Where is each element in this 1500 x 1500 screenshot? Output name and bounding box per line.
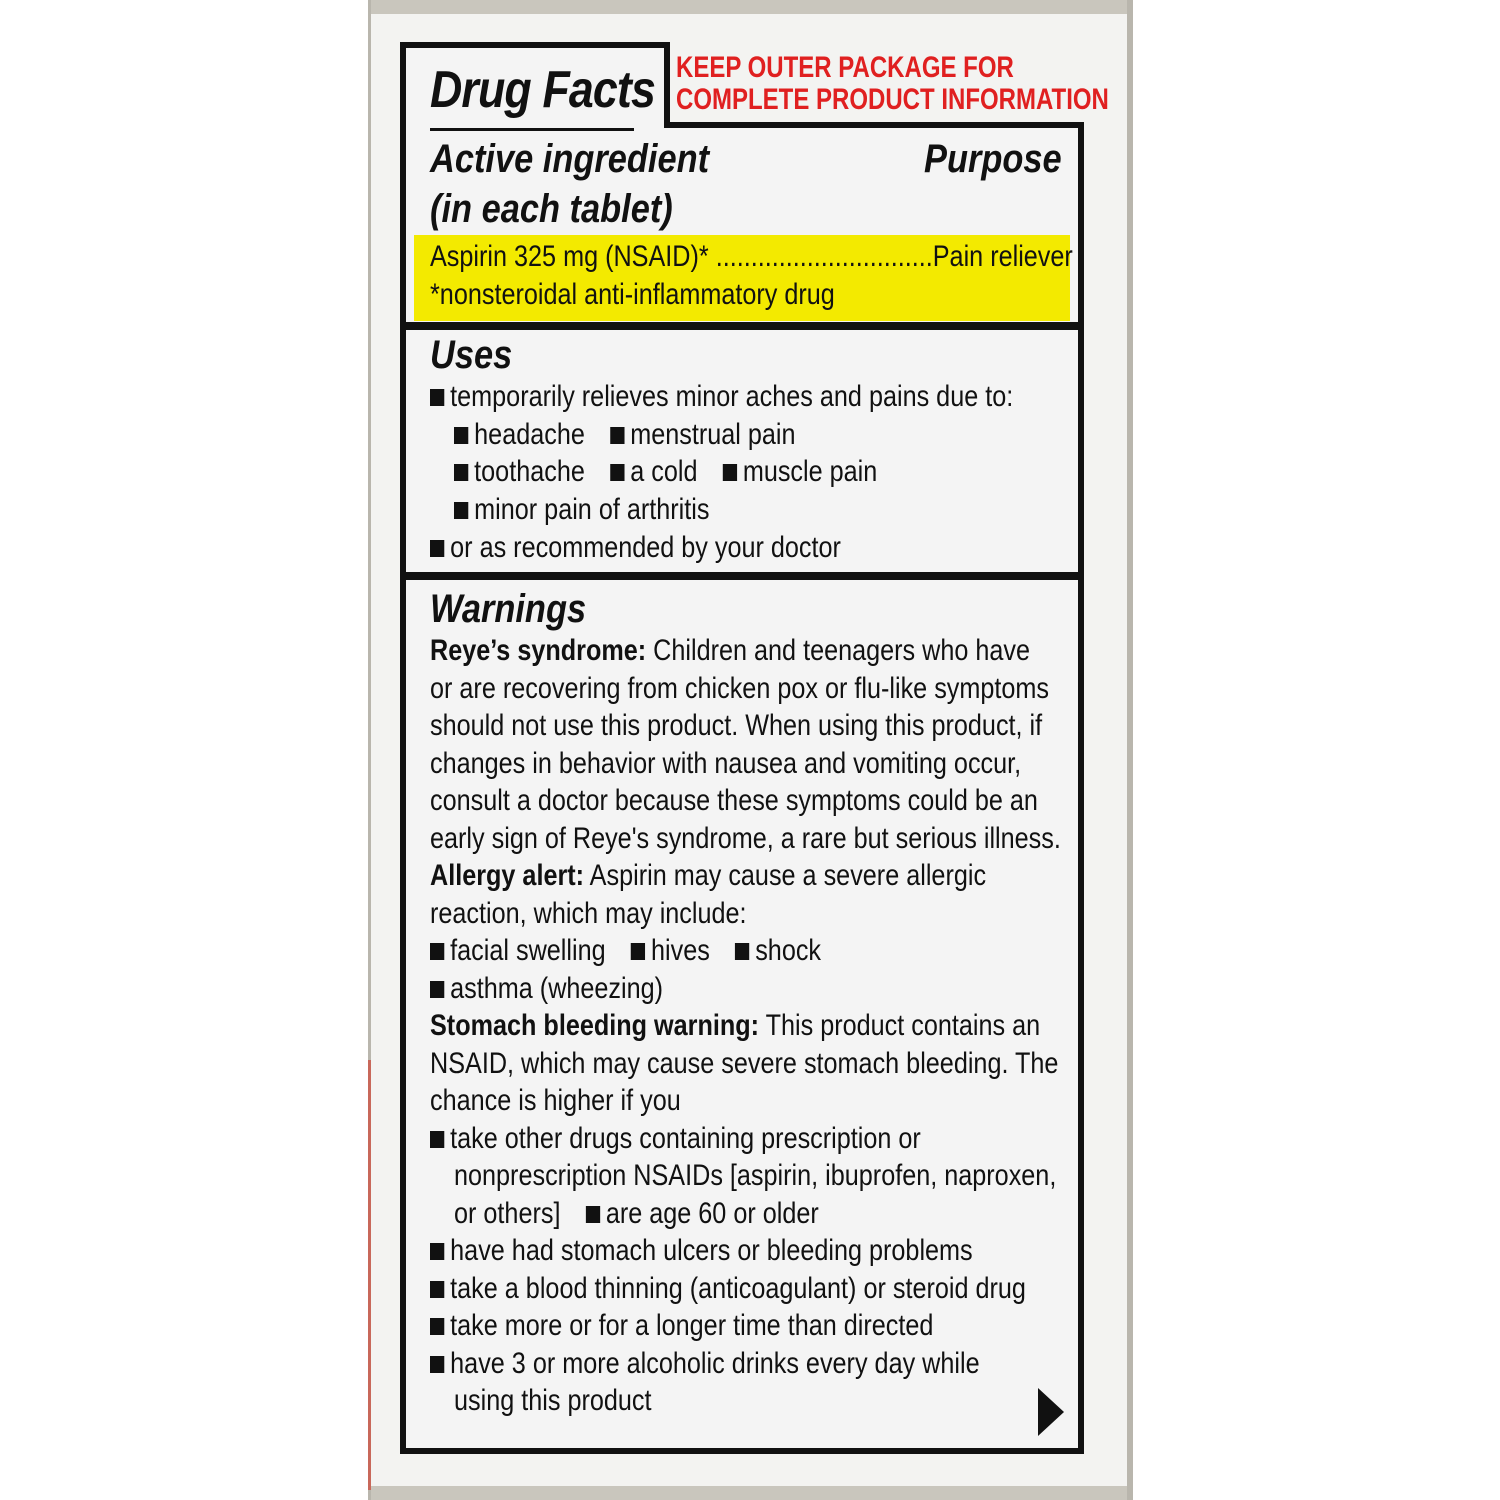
continue-arrow-icon — [1038, 1388, 1064, 1436]
drug-facts-title: Drug Facts — [430, 61, 655, 119]
ingredient-row — [430, 238, 1073, 276]
stomach-line: chance is higher if you — [430, 1084, 681, 1117]
purpose-heading: Purpose — [924, 137, 1062, 181]
bullet-square-icon — [735, 943, 749, 960]
list-item: take a blood thinning (anticoagulant) or steroid drug — [430, 1270, 1026, 1308]
reye-line: or are recovering from chicken pox or flu-like symptoms — [430, 672, 1050, 705]
active-ingredient-heading: Active ingredient (in each tablet) — [430, 137, 710, 231]
reye-line: consult a doctor because these symptoms could be an — [430, 784, 1038, 817]
stomach-label: Stomach bleeding warning: — [430, 1009, 760, 1042]
stomach-line: Stomach bleeding warning: This product contains an — [430, 1009, 1041, 1042]
drug-facts-panel — [400, 42, 1109, 1454]
carton-top-edge — [371, 0, 1127, 14]
stomach-line: NSAID, which may cause severe stomach bleeding. The — [430, 1047, 1059, 1080]
carton-bottom-edge — [371, 1486, 1127, 1500]
list-item: have 3 or more alcoholic drinks every day while — [430, 1345, 980, 1383]
bullet-square-icon — [454, 464, 468, 481]
list-item: minor pain of arthritis — [454, 491, 709, 529]
list-item: temporarily relieves minor aches and pains due to: — [430, 378, 1013, 416]
allergy-label: Allergy alert: — [430, 859, 585, 892]
ingredient-name: Aspirin 325 mg (NSAID)* — [430, 240, 709, 273]
bullet-square-icon — [610, 427, 624, 444]
leader-dots: ............................... — [715, 240, 933, 273]
section-divider — [406, 322, 1078, 330]
list-item: headache menstrual pain — [454, 416, 796, 454]
reye-line: Reye’s syndrome: Children and teenagers who have — [430, 634, 1031, 667]
uses-heading: Uses — [430, 333, 513, 377]
allergy-line: reaction, which may include: — [430, 897, 747, 930]
warnings-heading: Warnings — [430, 587, 587, 631]
bullet-square-icon — [430, 981, 444, 998]
carton-red-strip — [368, 1060, 371, 1490]
list-item: facial swelling hives shock — [430, 932, 821, 970]
bullet-square-icon — [723, 464, 737, 481]
section-divider — [406, 572, 1078, 580]
list-item: have had stomach ulcers or bleeding problems — [430, 1232, 973, 1270]
list-item-continued: or others] are age 60 or older — [454, 1197, 819, 1230]
ingredient-purpose: Pain reliever — [932, 240, 1073, 273]
list-item-continued: nonprescription NSAIDs [aspirin, ibuprofen, naproxen, — [454, 1159, 1057, 1192]
reye-label: Reye’s syndrome: — [430, 634, 647, 667]
list-item: asthma (wheezing) — [430, 970, 663, 1008]
bullet-square-icon — [586, 1206, 600, 1223]
keep-package-notice: KEEP OUTER PACKAGE FOR COMPLETE PRODUCT INFORMATION — [676, 51, 1109, 116]
list-item: take other drugs containing prescription or — [430, 1120, 921, 1158]
bullet-square-icon — [430, 1318, 444, 1335]
ingredient-footnote: *nonsteroidal anti-inflammatory drug — [430, 278, 835, 311]
bullet-square-icon — [454, 427, 468, 444]
bullet-square-icon — [430, 389, 444, 406]
bullet-square-icon — [454, 502, 468, 519]
bullet-square-icon — [430, 943, 444, 960]
bullet-square-icon — [631, 943, 645, 960]
title-rule — [430, 128, 634, 131]
list-item: or as recommended by your doctor — [430, 529, 841, 567]
bullet-square-icon — [430, 1131, 444, 1148]
reye-line: changes in behavior with nausea and vomiting occur, — [430, 747, 1022, 780]
list-item-continued: using this product — [454, 1384, 652, 1417]
list-item: take more or for a longer time than directed — [430, 1307, 933, 1345]
bullet-square-icon — [430, 1281, 444, 1298]
reye-line: should not use this product. When using this product, if — [430, 709, 1043, 742]
bullet-square-icon — [610, 464, 624, 481]
reye-line: early sign of Reye's syndrome, a rare but serious illness. — [430, 822, 1061, 855]
allergy-line: Allergy alert: Aspirin may cause a severe allergic — [430, 859, 987, 892]
bullet-square-icon — [430, 540, 444, 557]
list-item: toothache a cold muscle pain — [454, 453, 877, 491]
bullet-square-icon — [430, 1243, 444, 1260]
bullet-square-icon — [430, 1356, 444, 1373]
